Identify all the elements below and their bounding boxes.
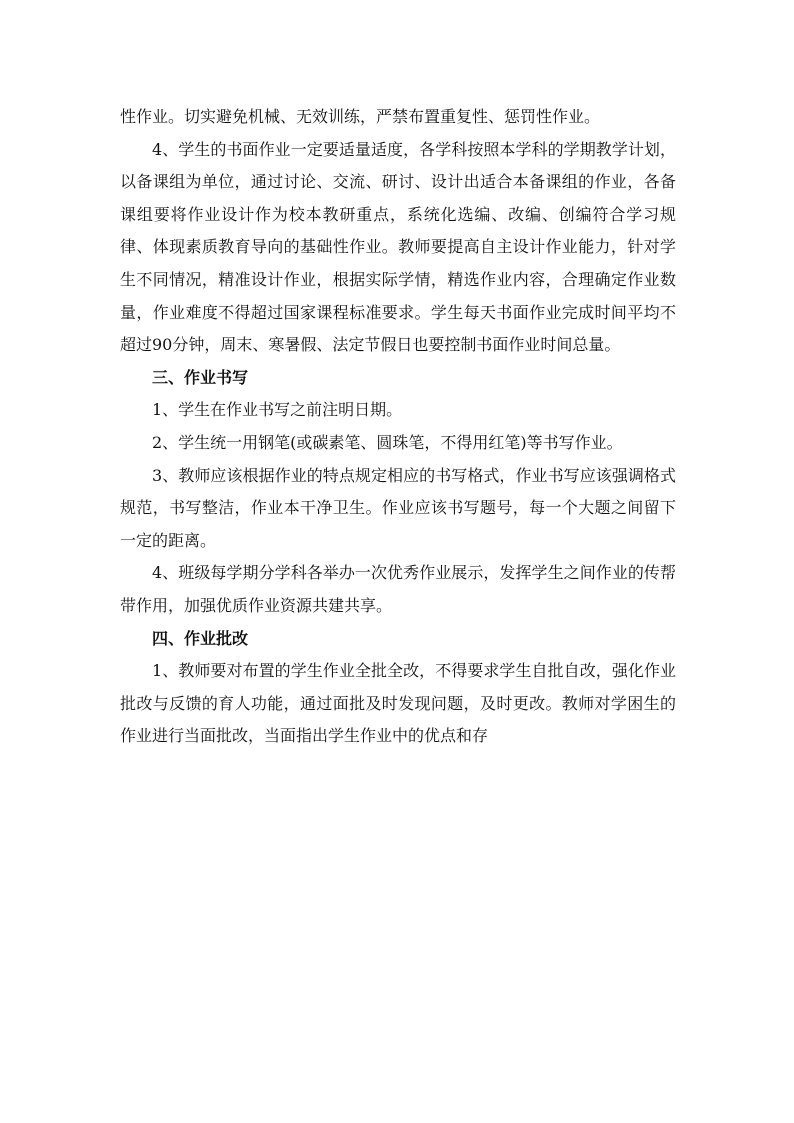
paragraph-continuation: 性作业。切实避免机械、无效训练，严禁布置重复性、惩罚性作业。 [120,107,601,126]
document-body [120,101,676,753]
section-heading-homework-writing: 三、作业书写 [152,367,249,387]
paragraph-item-3-format: 3、教师应该根据作业的特点规定相应的书写格式，作业书写应该强调格式规范，书写整洁，作业本干净卫生。作业应该书写题号，每一个大题之间留下一定的距离。 [120,465,676,550]
paragraph-item-1-grading: 1、教师要对布置的学生作业全批全改，不得要求学生自批自改，强化作业批改与反馈的育人功能，通过面批及时发现问题，及时更改。教师对学困生的作业进行当面批改，当面指出学生作业中的优点和存 [120,661,676,746]
paragraph-item-2-pen: 2、学生统一用钢笔(或碳素笔、圆珠笔，不得用红笔)等书写作业。 [152,432,623,452]
paragraph-item-4-written-homework: 4、学生的书面作业一定要适量适度，各学科按照本学科的学期教学计划，以备课组为单位，通过讨论、交流、研讨、设计出适合本备课组的作业，各备课组要将作业设计作为校本教研重点，系统化选编、改编、创编符合学习规律、体现素质教育导向的基础性作业。教师要提高自主设计作业能力，针对学生不同情况，精准设计作业，根据实际学情，精选作业内容，合理确定作业数量，作业难度不得超过国家课程标准要求。学生每天书面作业完成时间平均不超过90分钟，周末、寒暑假、法定节假日也要控制书面作业时间总量。 [120,139,676,355]
section-heading-homework-grading: 四、作业批改 [152,628,249,648]
paragraph-item-1-date: 1、学生在作业书写之前注明日期。 [152,400,403,420]
paragraph-item-4-exhibition: 4、班级每学期分学科各举办一次优秀作业展示，发挥学生之间作业的传帮带作用，加强优质作业资源共建共享。 [120,563,676,615]
